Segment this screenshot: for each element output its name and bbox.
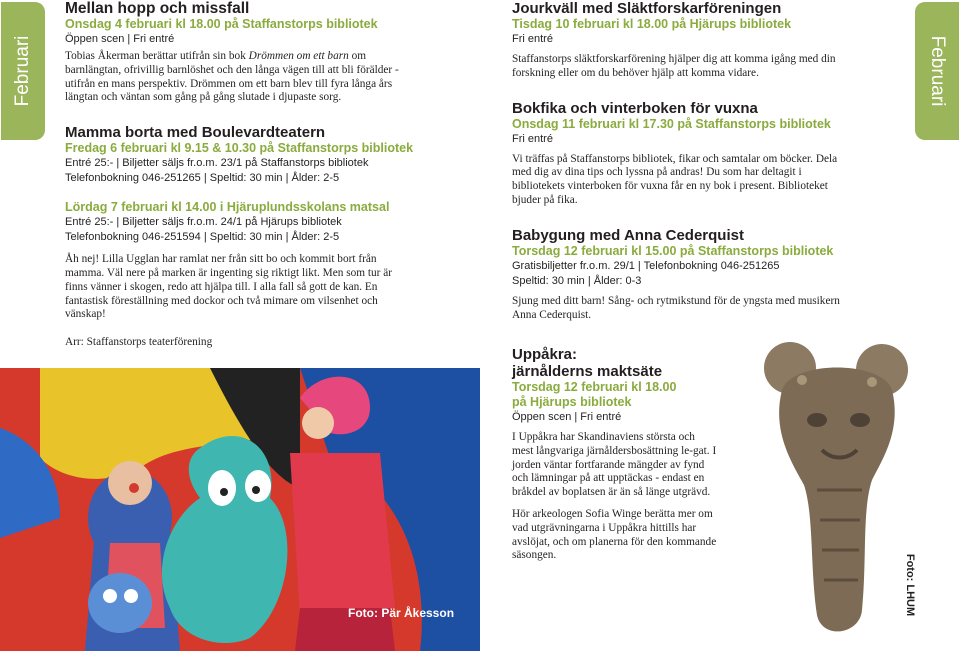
event-info: Telefonbokning 046-251594 | Speltid: 30 min | Ålder: 2-5 [65,231,340,244]
event-title: Mellan hopp och missfall [65,0,250,17]
event-date-line-2: på Hjärups bibliotek [512,395,632,409]
event-title-line-1: Uppåkra: [512,346,578,363]
event-info: Öppen scen | Fri entré [65,33,175,45]
event-slaktforskare [512,0,852,81]
event-title-line-2: järnålderns maktsäte [512,363,663,380]
event-info: Fri entré [512,33,553,45]
month-tab-right [915,2,959,140]
event-uppakra [512,346,722,563]
description-text: Tobias Åkerman berättar utifrån sin bok [65,50,249,62]
event-info: Entré 25:- | Biljetter säljs fr.o.m. 23/1 på Staffanstorps bibliotek [65,157,369,170]
event-title: Jourkväll med Släktforskarföreningen [512,0,782,17]
right-column [512,0,852,322]
event-title: Bokfika och vinterboken för vuxna [512,99,758,117]
event-date-line-1: Torsdag 12 februari kl 18.00 [512,380,677,394]
theatre-photo [0,368,480,651]
event-title: Mamma borta med Boulevardteatern [65,124,326,142]
event-description [65,50,415,105]
book-title: Drömmen om ett barn [248,50,349,62]
event-date: Onsdag 11 februari kl 17.30 på Staffanstorps bibliotek [512,116,831,131]
event-info: Speltid: 30 min | Ålder: 0-3 [512,274,642,287]
month-tab-left-label: Februari [12,35,33,107]
event-description: Staffanstorps släktforskarförening hjälper dig att komma igång med din forskning eller om du behöver hjälp att komma vidare. [512,53,836,79]
iron-age-figure-image [762,340,912,651]
month-tab-left [1,2,45,140]
event-info: Öppen scen | Fri entré [512,411,622,423]
left-column [65,0,415,350]
event-info: Fri entré [512,132,553,145]
event-date: Tisdag 10 februari kl 18.00 på Hjärups bibliotek [512,17,792,31]
event-info: Entré 25:- | Biljetter säljs fr.o.m. 24/1 på Hjärups bibliotek [65,216,342,229]
event-organizer: Arr: Staffanstorps teaterförening [65,336,213,349]
event-babygung [512,227,852,323]
event-description: Hör arkeologen Sofia Winge berätta mer om vad utgrävningarna i Uppåkra hittills har avslöjat, och om planerna för den kommande säsongen. [512,507,717,562]
photo-credit: Foto: Pär Åkesson [348,606,455,620]
event-date: Torsdag 12 februari kl 15.00 på Staffanstorps bibliotek [512,243,834,258]
photo-credit-rotated [903,545,917,625]
event-description: Åh nej! Lilla Ugglan har ramlat ner från sitt bo och kommit bort från mamma. Väl nere på marken är ingenting sig riktigt likt. Men som tur är finns vänner i skogen, redo att hjälpa till. I alla fall så gott de kan. En fantastisk föreställning med dockor och två mimare om vilsenhet och vänskap! [65,253,393,321]
event-mellan-hopp [65,0,415,105]
event-description: Vi träffas på Staffanstorps bibliotek, fikar och samtalar om böcker. Dela med dig av dina tips och lyssna på andras! Du som har deltagit i bibliotekets vinterboken för vuxna får en ny bok i present. Biblioteket bjuder på fika. [512,152,838,206]
event-info: Gratisbiljetter fr.o.m. 29/1 | Telefonbokning 046-251265 [512,259,780,272]
event-mamma-borta [65,124,415,350]
description-text: om barnlängtan, ofrivillig barnlöshet och den långa vägen till att bli förälder - utifrån en mans perspektiv. Drömmen om ett barn blev till fyra långa års längtan och väntan som gång på gång slutade i djupaste sorg. [65,50,399,104]
event-description: I Uppåkra har Skandinaviens största och mest långvariga järnåldersbosättning le-gat. I jorden väntar fortfarande mängder av fynd och lämningar på att upptäckas - endast en bråkdel av boplatsen är än så länge utgrävd. [512,431,717,499]
event-title: Babygung med Anna Cederquist [512,226,744,244]
event-description: Sjung med ditt barn! Sång- och rytmikstund för de yngsta med musikern Anna Cederquist. [512,294,840,321]
photo-credit-label: Foto: LHUM [904,553,916,617]
event-date: Onsdag 4 februari kl 18.00 på Staffanstorps bibliotek [65,17,378,31]
event-date: Lördag 7 februari kl 14.00 i Hjäruplundsskolans matsal [65,200,390,215]
event-info: Telefonbokning 046-251265 | Speltid: 30 min | Ålder: 2-5 [65,172,340,185]
event-date: Fredag 6 februari kl 9.15 & 10.30 på Staffanstorps bibliotek [65,141,414,156]
month-tab-right-label: Februari [927,35,948,107]
event-bokfika [512,100,852,208]
